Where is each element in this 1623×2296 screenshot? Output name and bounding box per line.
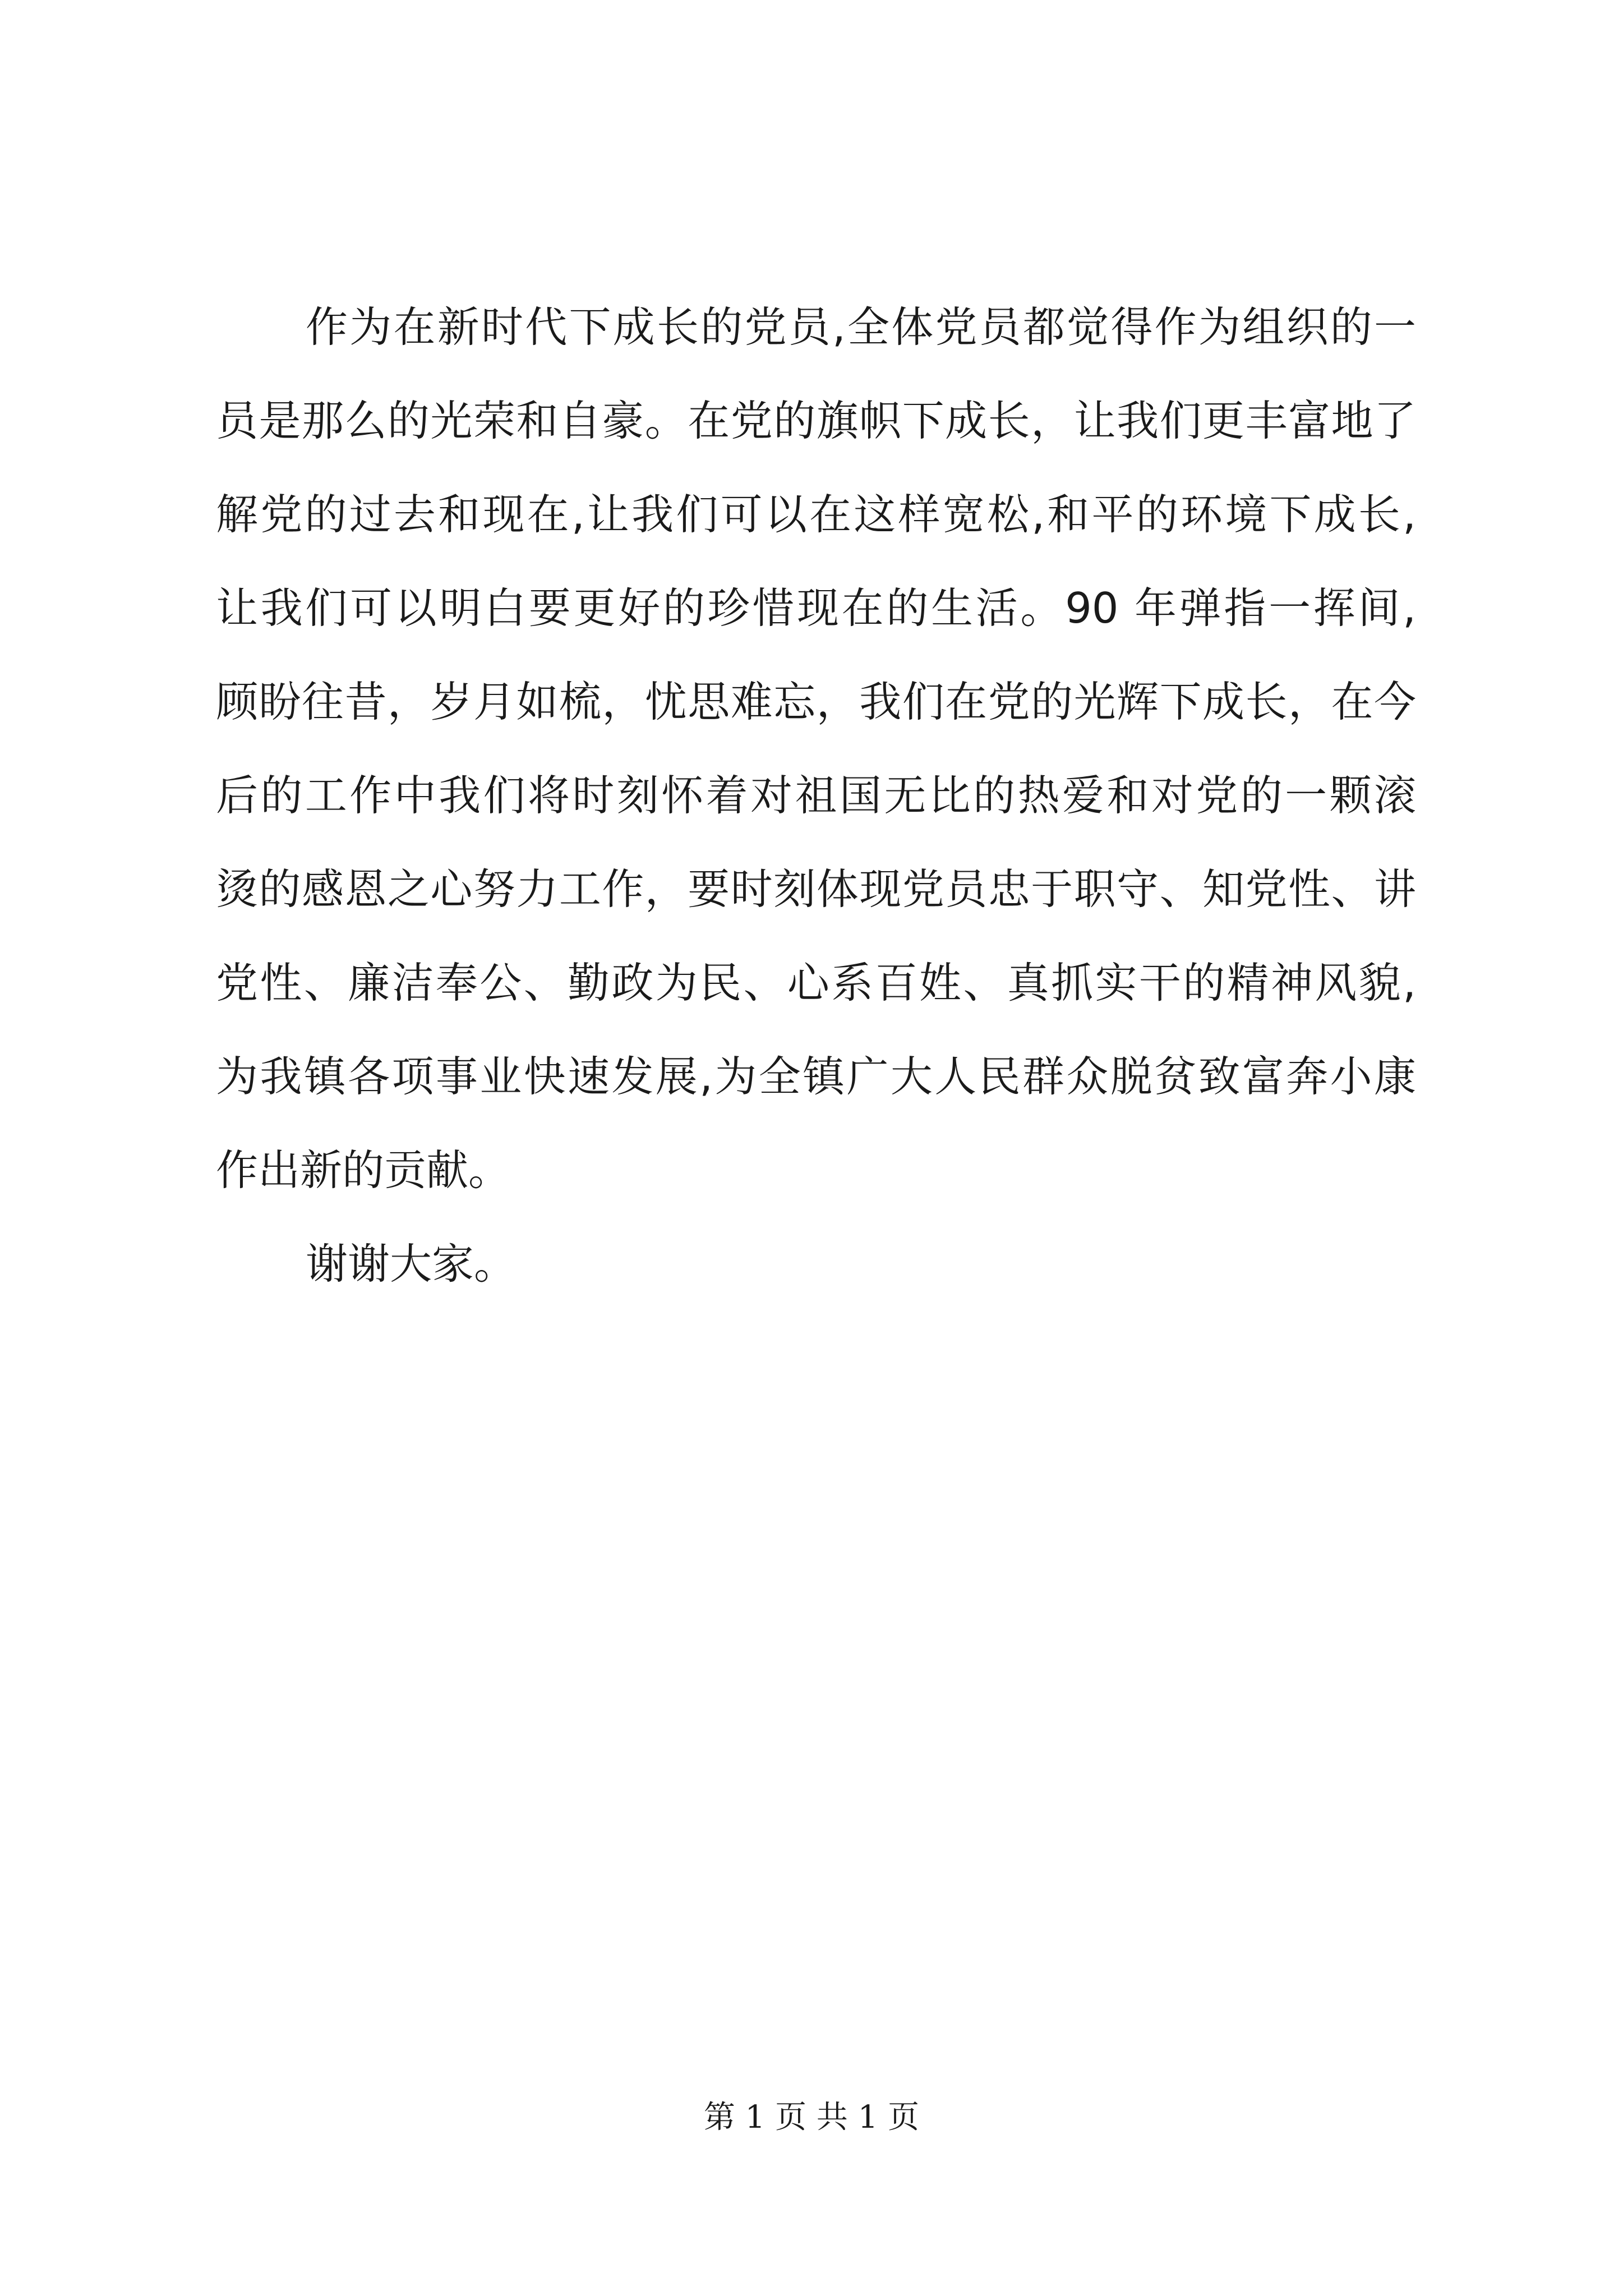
closing-line: 谢谢大家。 [306, 1239, 517, 1289]
page-footer: 第 1 页 共 1 页 [703, 2099, 920, 2136]
document-body [216, 303, 1416, 1333]
paragraph-line: 烫的感恩之心努力工作，要时刻体现党员忠于职守、知党性、讲 [216, 864, 1416, 914]
paragraph-line: 解党的过去和现在,让我们可以在这样宽松,和平的环境下成长, [216, 490, 1416, 539]
paragraph-line: 党性、廉洁奉公、勤政为民、心系百姓、真抓实干的精神风貌, [216, 958, 1416, 1007]
paragraph-line: 员是那么的光荣和自豪。在党的旗帜下成长，让我们更丰富地了 [216, 396, 1416, 445]
paragraph-line: 后的工作中我们将时刻怀着对祖国无比的热爱和对党的一颗滚 [216, 771, 1416, 820]
paragraph-line: 作为在新时代下成长的党员,全体党员都觉得作为组织的一 [306, 302, 1416, 352]
paragraph-line: 作出新的贡献。 [216, 1145, 511, 1195]
paragraph-line: 为我镇各项事业快速发展,为全镇广大人民群众脱贫致富奔小康 [216, 1052, 1416, 1101]
paragraph-line: 让我们可以明白要更好的珍惜现在的生活。90 年弹指一挥间, [216, 583, 1416, 633]
paragraph-line: 顾盼往昔，岁月如梳，忧思难忘，我们在党的光辉下成长，在今 [216, 677, 1416, 726]
